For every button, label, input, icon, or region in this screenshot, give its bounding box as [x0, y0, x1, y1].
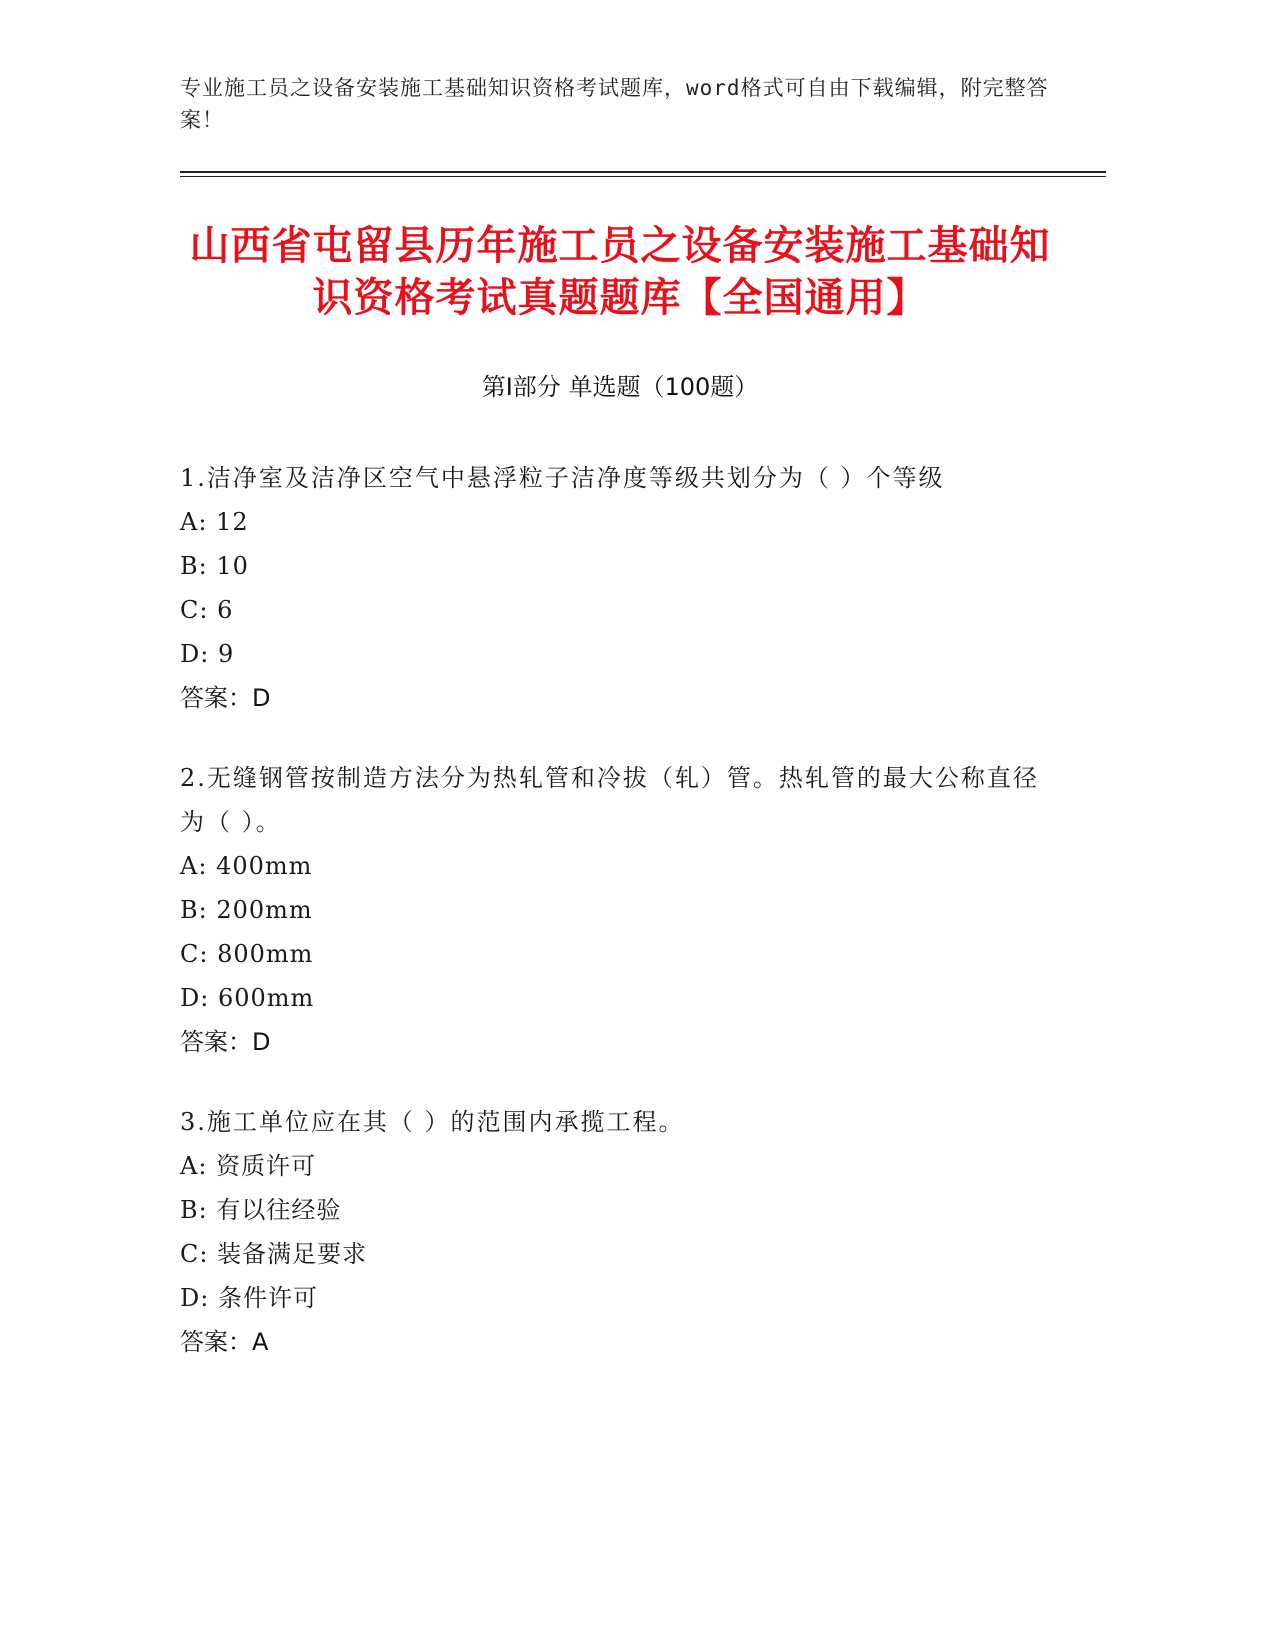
option-b: B: 200mm — [180, 896, 313, 924]
option-a: A: 12 — [180, 508, 249, 536]
question-stem: 1.洁净室及洁净区空气中悬浮粒子洁净度等级共划分为（ ）个等级 — [180, 464, 945, 492]
section-heading: 第Ⅰ部分 单选题（100题） — [481, 373, 759, 401]
option-b: B: 有以往经验 — [180, 1196, 342, 1224]
option-c: C: 装备满足要求 — [180, 1240, 368, 1268]
answer: 答案：D — [180, 684, 271, 712]
option-b: B: 10 — [180, 552, 249, 580]
question-3 — [180, 1100, 1040, 1364]
answer: 答案：D — [180, 1028, 271, 1056]
header-divider-thin — [180, 176, 1106, 177]
question-stem: 3.施工单位应在其（ ）的范围内承揽工程。 — [180, 1108, 685, 1136]
option-d: D: 600mm — [180, 984, 315, 1012]
option-c: C: 6 — [180, 596, 234, 624]
question-2 — [180, 756, 1040, 1064]
header-divider-thick — [180, 171, 1106, 173]
option-c: C: 800mm — [180, 940, 314, 968]
question-1 — [180, 456, 1040, 720]
document-title: 山西省屯留县历年施工员之设备安装施工基础知识资格考试真题题库【全国通用】 — [189, 223, 1051, 321]
header-note: 专业施工员之设备安装施工基础知识资格考试题库，word格式可自由下载编辑，附完整答案！ — [180, 76, 1049, 132]
question-list — [180, 456, 1040, 1400]
option-a: A: 资质许可 — [180, 1152, 317, 1180]
option-d: D: 9 — [180, 640, 235, 668]
question-stem: 2.无缝钢管按制造方法分为热轧管和冷拔（轧）管。热轧管的最大公称直径为（ ）。 — [180, 764, 1039, 836]
option-a: A: 400mm — [180, 852, 313, 880]
answer: 答案：A — [180, 1328, 269, 1356]
option-d: D: 条件许可 — [180, 1284, 318, 1312]
